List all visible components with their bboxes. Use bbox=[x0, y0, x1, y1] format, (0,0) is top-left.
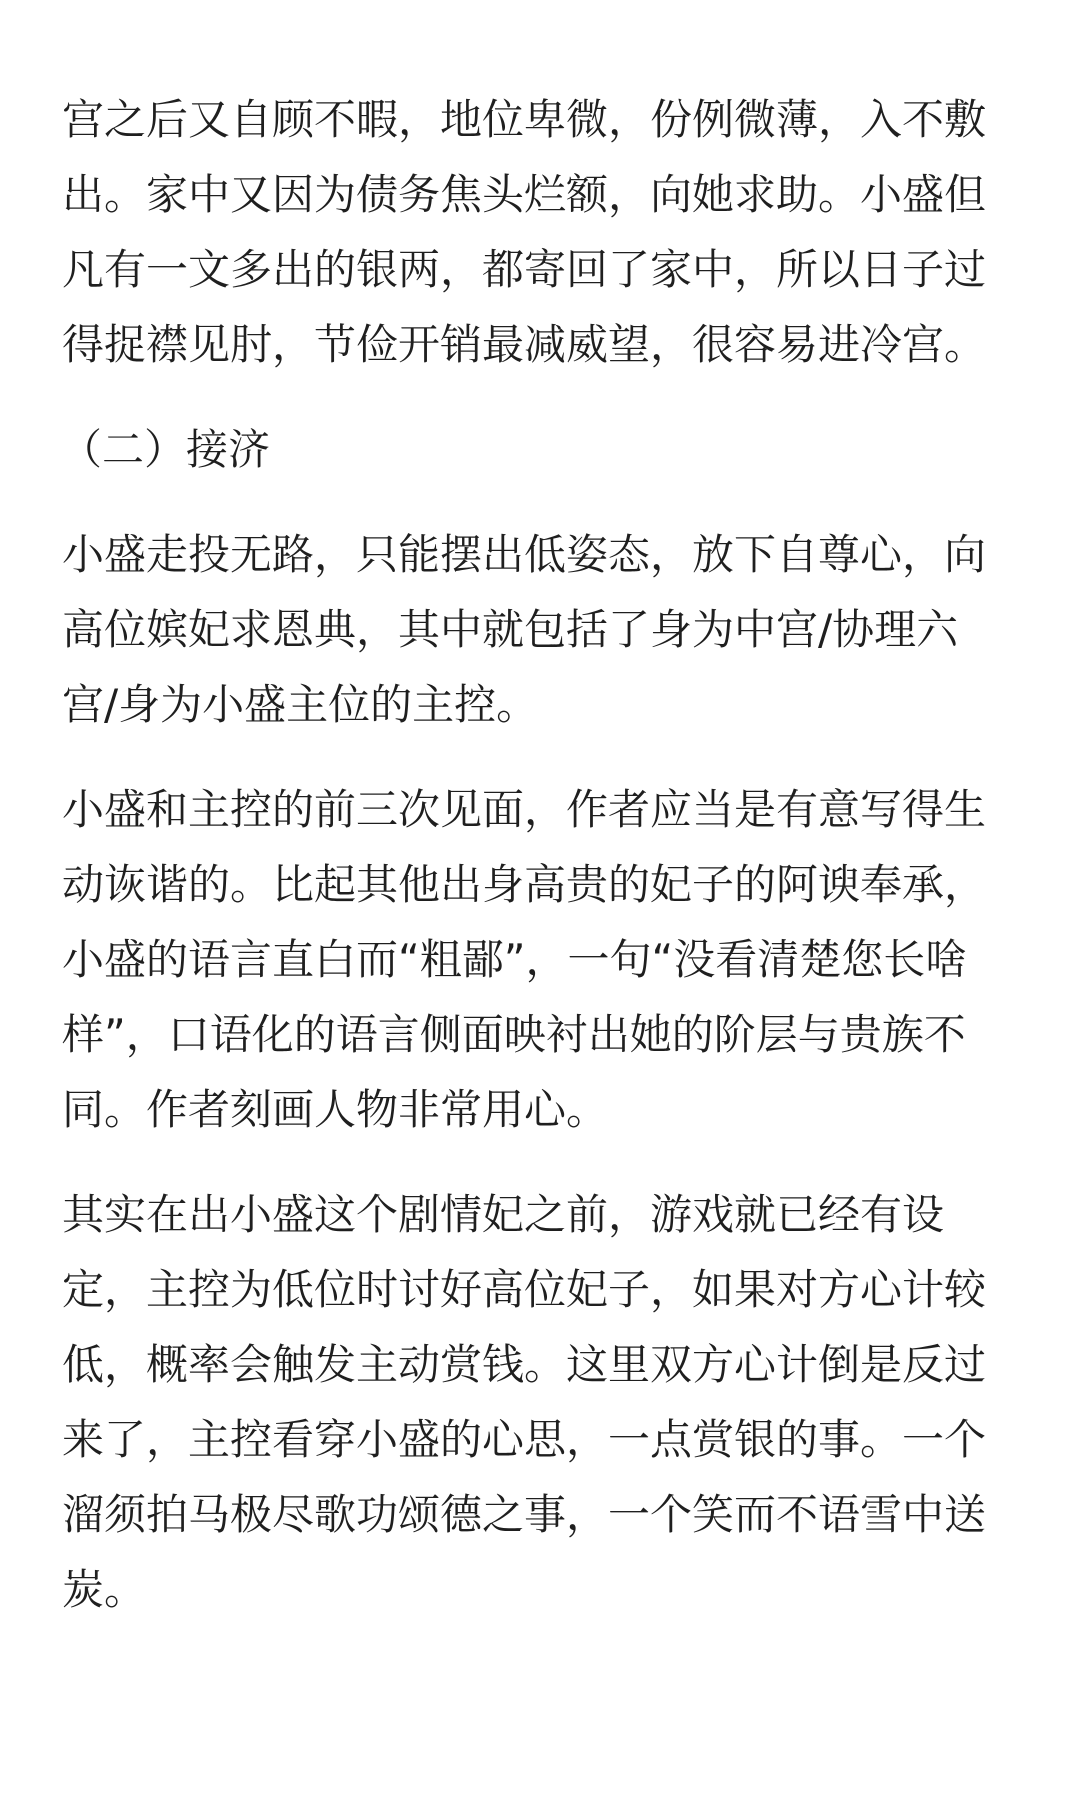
paragraph-1-line-2: 出。家中又因为债务焦头烂额，向她求助。小盛但 bbox=[62, 170, 987, 219]
paragraph-2-line-3: 宫/身为小盛主位的主控。 bbox=[62, 680, 539, 729]
paragraph-3-line-3: 小盛的语言直白而“粗鄙”，一句“没看清楚您长啥 bbox=[62, 935, 968, 984]
paragraph-1 bbox=[62, 82, 1022, 382]
paragraph-2-line-1: 小盛走投无路，只能摆出低姿态，放下自尊心，向 bbox=[62, 530, 987, 579]
paragraph-4-line-1: 其实在出小盛这个剧情妃之前，游戏就已经有设 bbox=[62, 1190, 945, 1239]
paragraph-4 bbox=[62, 1177, 1022, 1627]
paragraph-1-line-4: 得捉襟见肘，节俭开销最减威望，很容易进冷宫。 bbox=[62, 320, 987, 369]
paragraph-4-line-6: 炭。 bbox=[62, 1565, 147, 1614]
paragraph-4-line-4: 来了，主控看穿小盛的心思，一点赏银的事。一个 bbox=[62, 1415, 987, 1464]
section-heading: （二）接济 bbox=[60, 425, 271, 474]
paragraph-3-line-5: 同。作者刻画人物非常用心。 bbox=[62, 1085, 609, 1134]
paragraph-3 bbox=[62, 772, 1022, 1147]
paragraph-2-line-2: 高位嫔妃求恩典，其中就包括了身为中宫/协理六 bbox=[62, 605, 959, 654]
paragraph-3-line-4: 样”，口语化的语言侧面映衬出她的阶层与贵族不 bbox=[62, 1010, 966, 1059]
article-body bbox=[62, 82, 1022, 1657]
paragraph-1-line-3: 凡有一文多出的银两，都寄回了家中，所以日子过 bbox=[62, 245, 987, 294]
paragraph-2 bbox=[62, 517, 1022, 742]
paragraph-4-line-2: 定，主控为低位时讨好高位妃子，如果对方心计较 bbox=[62, 1265, 987, 1314]
paragraph-4-line-3: 低，概率会触发主动赏钱。这里双方心计倒是反过 bbox=[62, 1340, 987, 1389]
paragraph-1-line-1: 宫之后又自顾不暇，地位卑微，份例微薄，入不敷 bbox=[62, 95, 987, 144]
paragraph-3-line-2: 动诙谐的。比起其他出身高贵的妃子的阿谀奉承， bbox=[62, 860, 987, 909]
paragraph-4-line-5: 溜须拍马极尽歌功颂德之事，一个笑而不语雪中送 bbox=[62, 1490, 987, 1539]
paragraph-3-line-1: 小盛和主控的前三次见面，作者应当是有意写得生 bbox=[62, 785, 987, 834]
